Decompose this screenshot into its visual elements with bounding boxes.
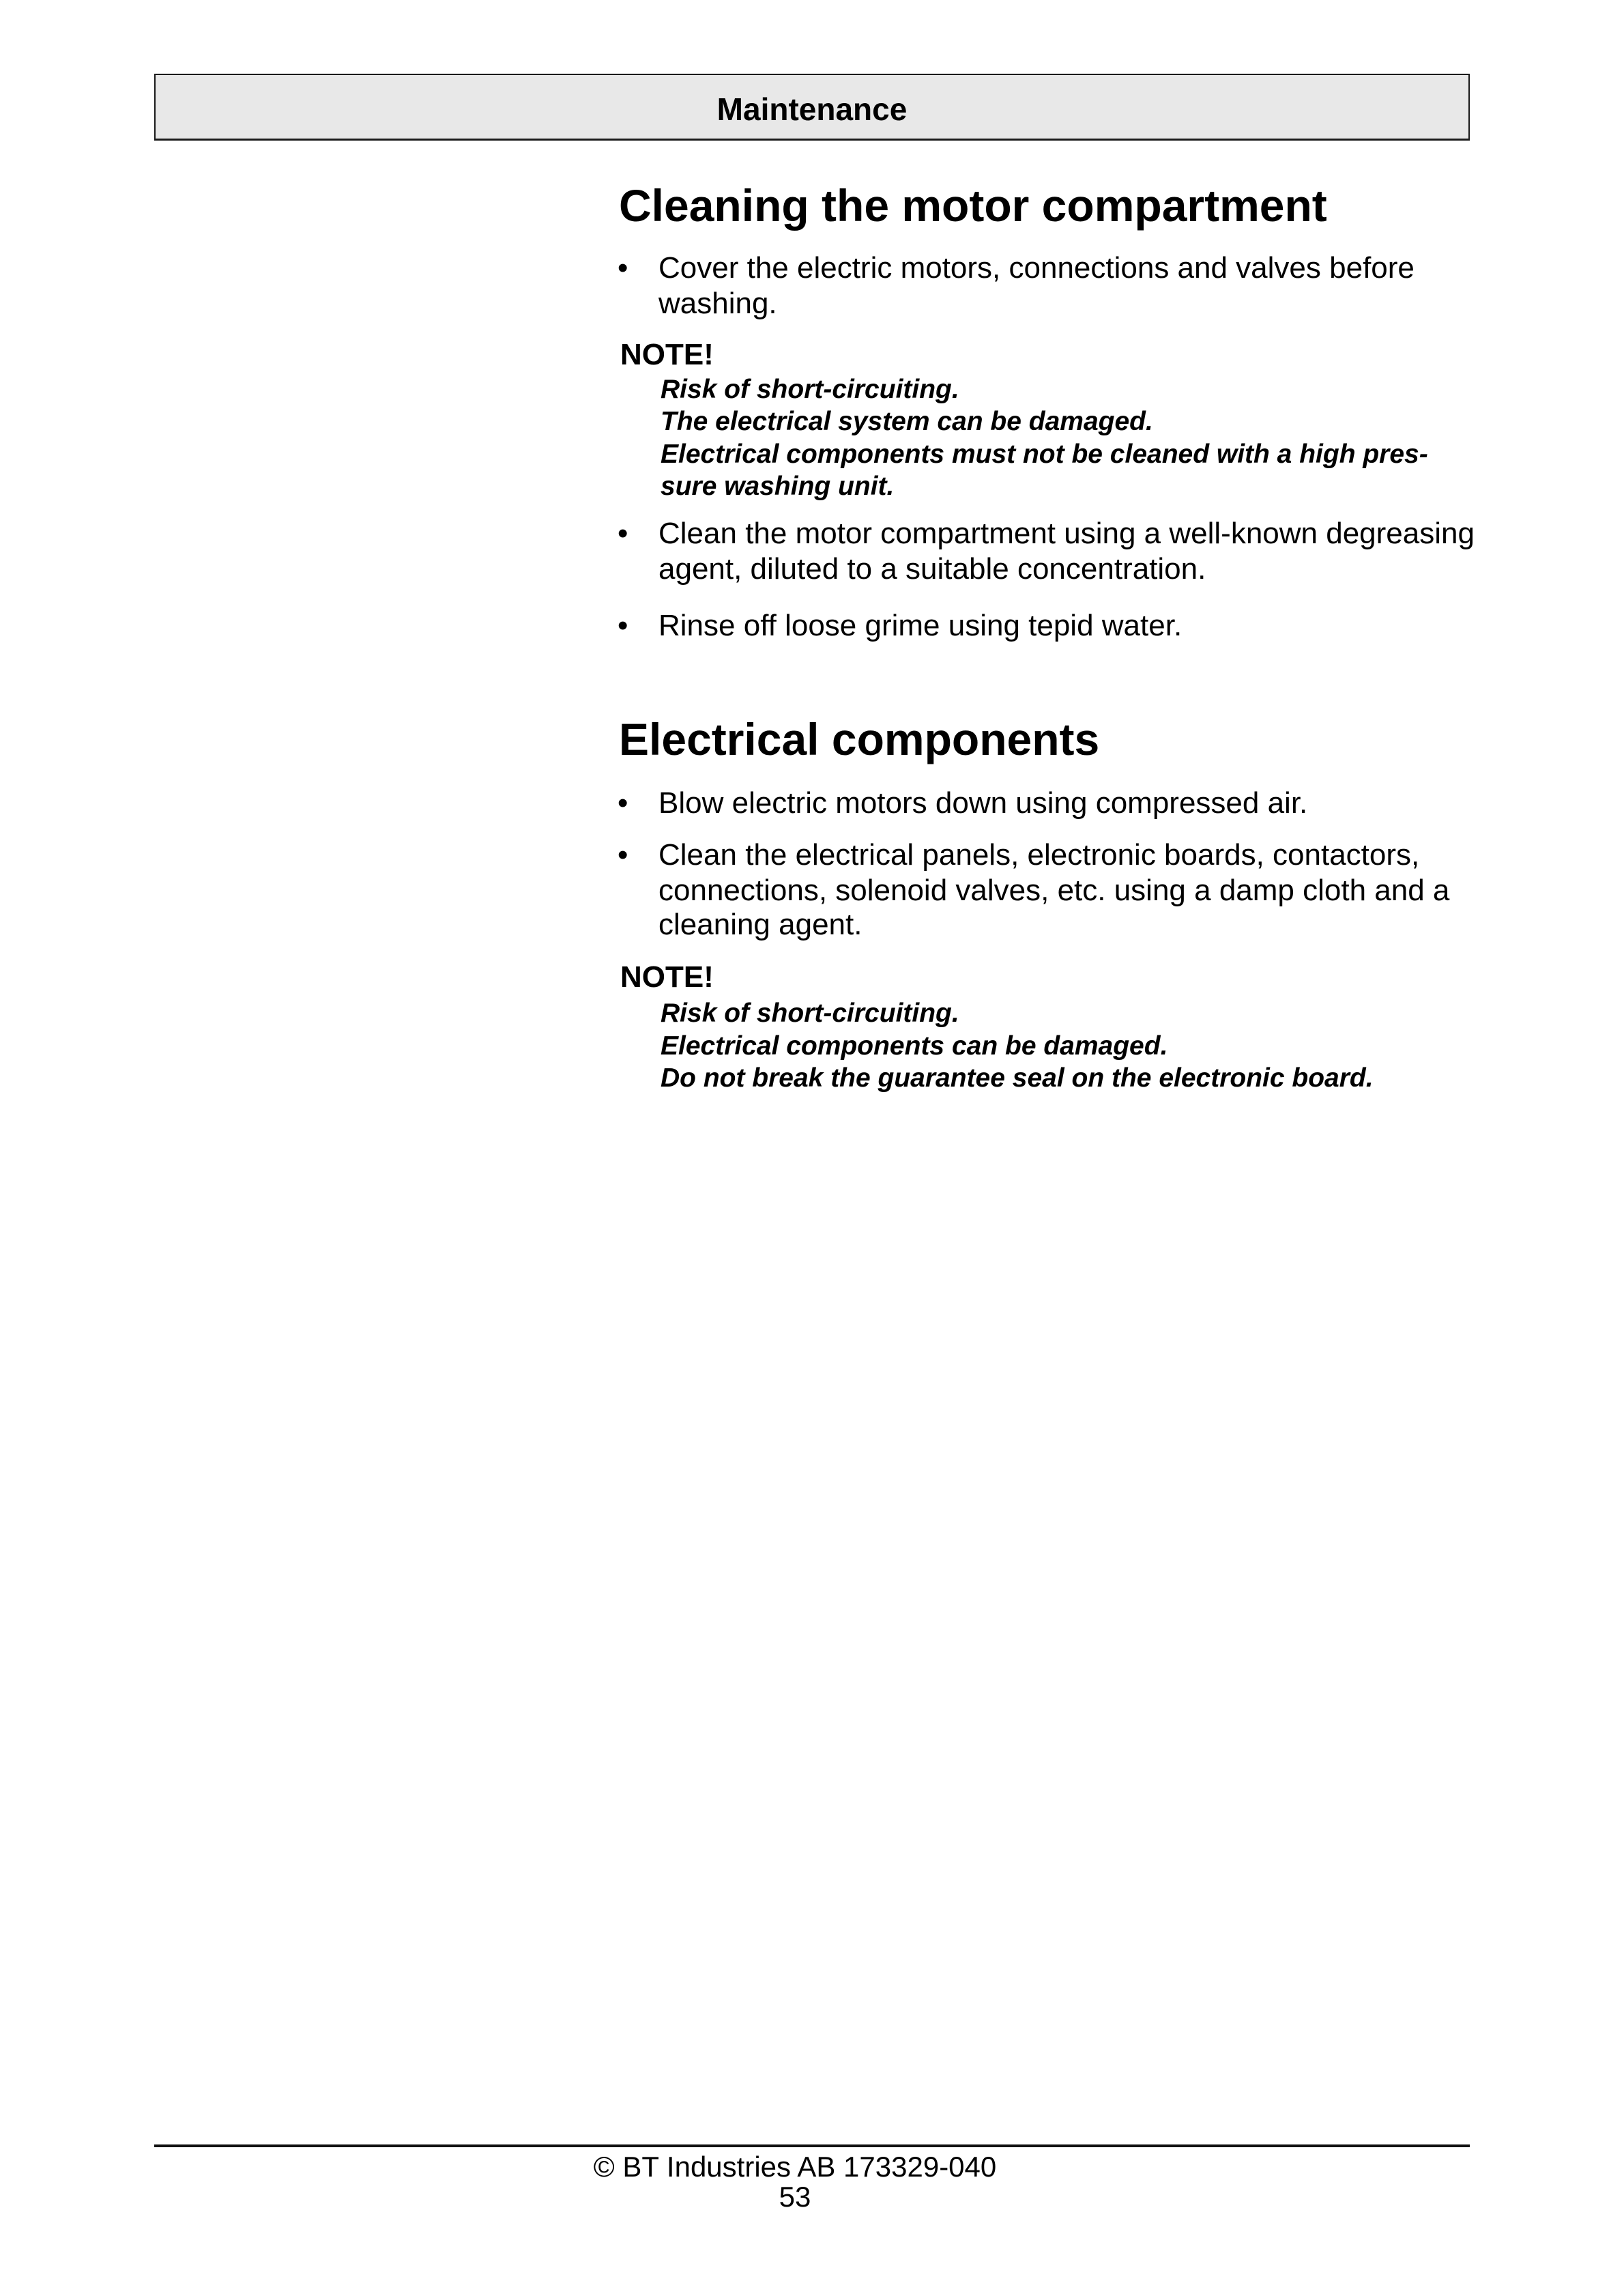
section-header-box [154, 74, 1470, 141]
note-line: Electrical components can be damaged. [661, 1031, 1168, 1061]
note-label: NOTE! [620, 960, 714, 994]
bullet-text-line: Rinse off loose grime using tepid water. [658, 609, 1183, 642]
bullet-marker: • [618, 609, 628, 642]
bullet-text-line: Blow electric motors down using compressed air. [658, 786, 1308, 820]
bullet-text-line: Clean the motor compartment using a well-known degreasing [658, 517, 1475, 550]
footer-copyright: © BT Industries AB 173329-040 [593, 2151, 997, 2183]
bullet-marker: • [618, 251, 628, 285]
heading-electrical-components: Electrical components [619, 714, 1100, 764]
note-line: The electrical system can be damaged. [661, 407, 1153, 436]
bullet-marker: • [618, 517, 628, 550]
bullet-text-line: connections, solenoid valves, etc. using a damp cloth and a [658, 874, 1450, 907]
bullet-text-line: washing. [658, 287, 777, 320]
footer-divider [154, 2144, 1470, 2147]
bullet-text-line: cleaning agent. [658, 908, 862, 941]
bullet-text-line: Clean the electrical panels, electronic boards, contactors, [658, 838, 1420, 872]
page-number: 53 [779, 2181, 811, 2213]
heading-cleaning-motor-compartment: Cleaning the motor compartment [619, 180, 1327, 231]
note-line: Risk of short-circuiting. [661, 375, 959, 404]
note-line: Electrical components must not be cleaned with a high pres- [661, 440, 1428, 469]
bullet-text-line: agent, diluted to a suitable concentration. [658, 552, 1206, 586]
note-line: sure washing unit. [661, 472, 895, 501]
bullet-marker: • [618, 786, 628, 820]
bullet-marker: • [618, 838, 628, 872]
note-line: Do not break the guarantee seal on the electronic board. [661, 1063, 1374, 1093]
note-line: Risk of short-circuiting. [661, 999, 959, 1028]
note-label: NOTE! [620, 338, 714, 371]
bullet-text-line: Cover the electric motors, connections and valves before [658, 251, 1415, 285]
section-header-title: Maintenance [716, 91, 908, 127]
